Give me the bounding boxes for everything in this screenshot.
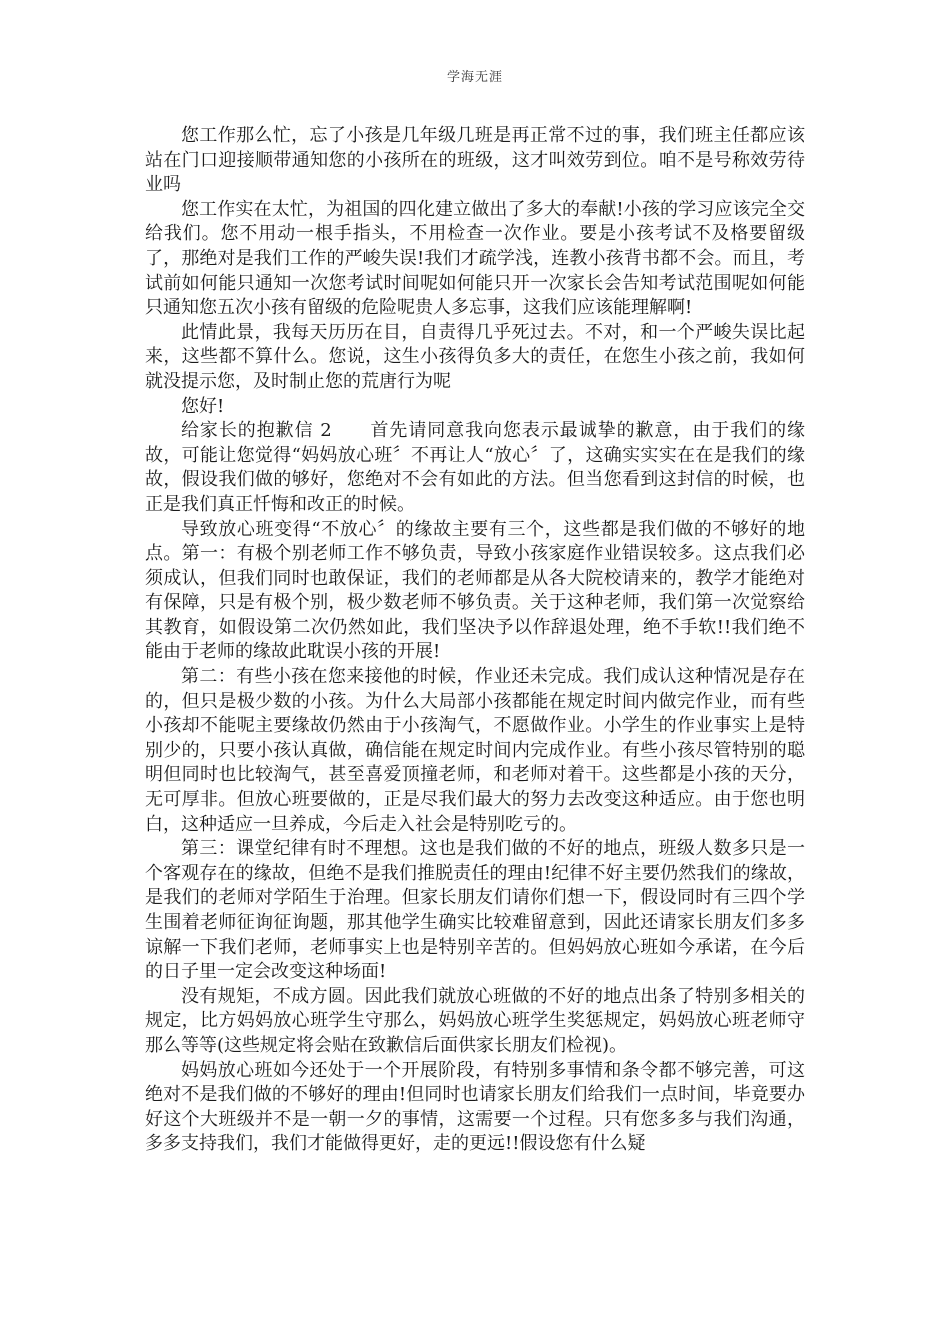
paragraph-reasons-intro: 导致放心班变得“不放心〞的缘故主要有三个，这些都是我们做的不够好的地点。第一：有极个别老师工作不够负责，导致小孩家庭作业错误较多。这点我们必须成认，但我们同时也敢保证，我们的老师都是从各大院校请来的，教学才能绝对有保障，只是有极个别，极少数老师不够负责。关于这种老师，我们第一次觉察给其教育，如假设第二次仍然如此，我们坚决予以作辞退处理，绝不手软!!我们绝不能由于老师的缘故此耽误小孩的开展!	[145, 518, 805, 663]
page-header: 学海无涯	[446, 70, 503, 85]
paragraph-third-reason: 第三：课堂纪律有时不理想。这也是我们做的不好的地点，班级人数多只是一个客观存在的缘故，但绝不是我们推脱责任的理由!纪律不好主要仍然我们的缘故，是我们的老师对学陌生于治理。但家长朋友们请你们想一下，假设同时有三四个学生围着老师征询征询题，那其他学生确实比较难留意到，因此还请家长朋友们多多谅解一下我们老师，老师事实上也是特别辛苦的。但妈妈放心班如今承诺，在今后的日子里一定会改变这种场面!	[145, 838, 805, 983]
document-body	[145, 124, 805, 1157]
greeting: 您好!	[181, 395, 225, 417]
paragraph-closing: 妈妈放心班如今还处于一个开展阶段，有特别多事情和条令都不够完善，可这绝对不是我们做的不够好的理由!但同时也请家长朋友们给我们一点时间，毕竟要办好这个大班级并不是一朝一夕的事情，这需要一个过程。只有您多多与我们沟通，多多支持我们，我们才能做得更好，走的更远!!假设您有什么疑	[145, 1059, 805, 1155]
paragraph-2: 您工作实在太忙，为祖国的四化建立做出了多大的奉献!小孩的学习应该完全交给我们。您不用动一根手指头，不用检查一次作业。要是小孩考试不及格要留级了，那绝对是我们工作的严峻失误!我们才疏学浅，连教小孩背书都不会。而且，考试前如何能只通知一次您考试时间呢如何能只开一次家长会告知考试范围呢如何能只通知您五次小孩有留级的危险呢贵人多忘事，这我们应该能理解啊!	[145, 198, 805, 319]
paragraph-second-reason: 第二：有些小孩在您来接他的时候，作业还未完成。我们成认这种情况是存在的，但只是极少数的小孩。为什么大局部小孩都能在规定时间内做完作业，而有些小孩却不能呢主要缘故仍然由于小孩淘气，不愿做作业。小学生的作业事实上是特别少的，只要小孩认真做，确信能在规定时间内完成作业。有些小孩尽管特别的聪明但同时也比较淘气，甚至喜爱顶撞老师，和老师对着干。这些都是小孩的天分，无可厚非。但放心班要做的，正是尽我们最大的努力去改变这种适应。由于您也明白，这种适应一旦养成，今后走入社会是特别吃亏的。	[145, 666, 805, 835]
letter-title-paragraph: 给家长的抱歉信 2 首先请同意我向您表示最诚挚的歉意，由于我们的缘故，可能让您觉得“妈妈放心班〞不再让人“放心〞了，这确实实实在在是我们的缘故，假设我们做的够好，您绝对不会有如此的方法。但当您看到这封信的时候，也正是我们真正忏悔和改正的时候。	[145, 420, 805, 515]
paragraph-3: 此情此景，我每天历历在目，自责得几乎死过去。不对，和一个严峻失误比起来，这些都不算什么。您说，这生小孩得负多大的责任，在您生小孩之前，我如何就没提示您，及时制止您的荒唐行为呢	[145, 321, 805, 392]
paragraph-rules: 没有规矩，不成方圆。因此我们就放心班做的不好的地点出条了特别多相关的规定，比方妈妈放心班学生守那么，妈妈放心班学生奖惩规定，妈妈放心班老师守那么等等(这些规定将会贴在致歉信后面供家长朋友们检视)。	[145, 985, 805, 1056]
paragraph-1: 您工作那么忙，忘了小孩是几年级几班是再正常不过的事，我们班主任都应该站在门口迎接顺带通知您的小孩所在的班级，这才叫效劳到位。咱不是号称效劳待业吗	[145, 125, 805, 196]
